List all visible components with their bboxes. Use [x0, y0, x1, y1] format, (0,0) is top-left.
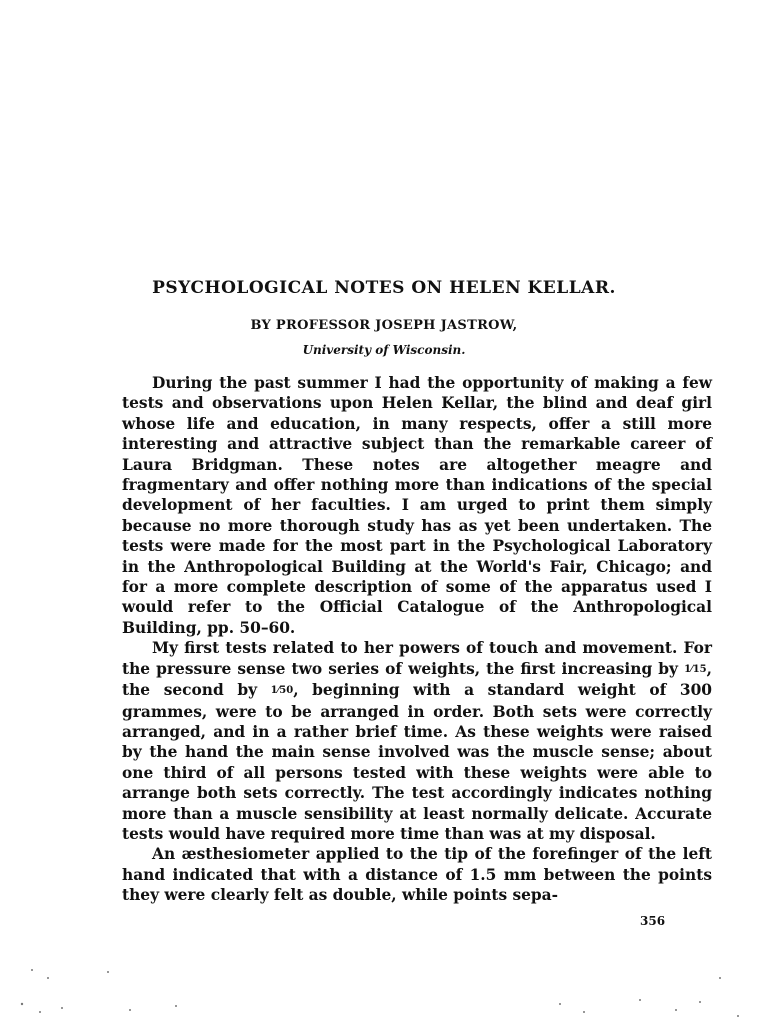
paragraph-3: An æsthesiometer applied to the tip of the forefinger of the left hand indicated that with a distance of 1.5 mm between the points they were clearly felt as double, while points sepa-: [122, 845, 712, 905]
paragraph-2-text-a: My first tests related to her powers of touch and movement. For the pressure sense two series of weights, the first increasing by: [122, 639, 712, 678]
article-title: PSYCHOLOGICAL NOTES ON HELEN KELLAR.: [152, 278, 616, 298]
fraction-one-fifteenth: 1⁄15: [684, 663, 707, 675]
author-affiliation: University of Wisconsin.: [302, 343, 466, 357]
page-number: 356: [640, 914, 666, 928]
paragraph-2-text-c: , beginning with a standard weight of 300 grammes, were to be arranged in order. Both sets were correctly arranged, and in a rather brief time. As these weights were raised by the hand the main sense involved was the muscle sense; about one third of all persons tested with these weights were able to arrange both sets correctly. The test accordingly indicates nothing more than a muscle sensibility at least normally delicate. Accurate tests would have required more time than was at my disposal.: [122, 681, 712, 843]
paragraph-1: During the past summer I had the opportunity of making a few tests and observations upon Helen Kellar, the blind and deaf girl whose life and education, in many respects, offer a still more interesting and attractive subject than the remarkable career of Laura Bridgman. These notes are altogether meagre and fragmentary and offer nothing more than indications of the special development of her faculties. I am urged to print them simply because no more thorough study has as yet been undertaken. The tests were made for the most part in the Psychological Laboratory in the Anthropological Building at the World's Fair, Chicago; and for a more complete description of some of the apparatus used I would refer to the Official Catalogue of the Anthropological Building, pp. 50–60.: [122, 374, 712, 637]
paragraph-2: [122, 638, 712, 844]
author-byline: BY PROFESSOR JOSEPH JASTROW,: [250, 318, 518, 333]
fraction-one-fiftieth: 1⁄50: [270, 685, 294, 697]
article-body: [122, 373, 712, 906]
paragraph-2-text-b: , the second by: [122, 659, 712, 700]
